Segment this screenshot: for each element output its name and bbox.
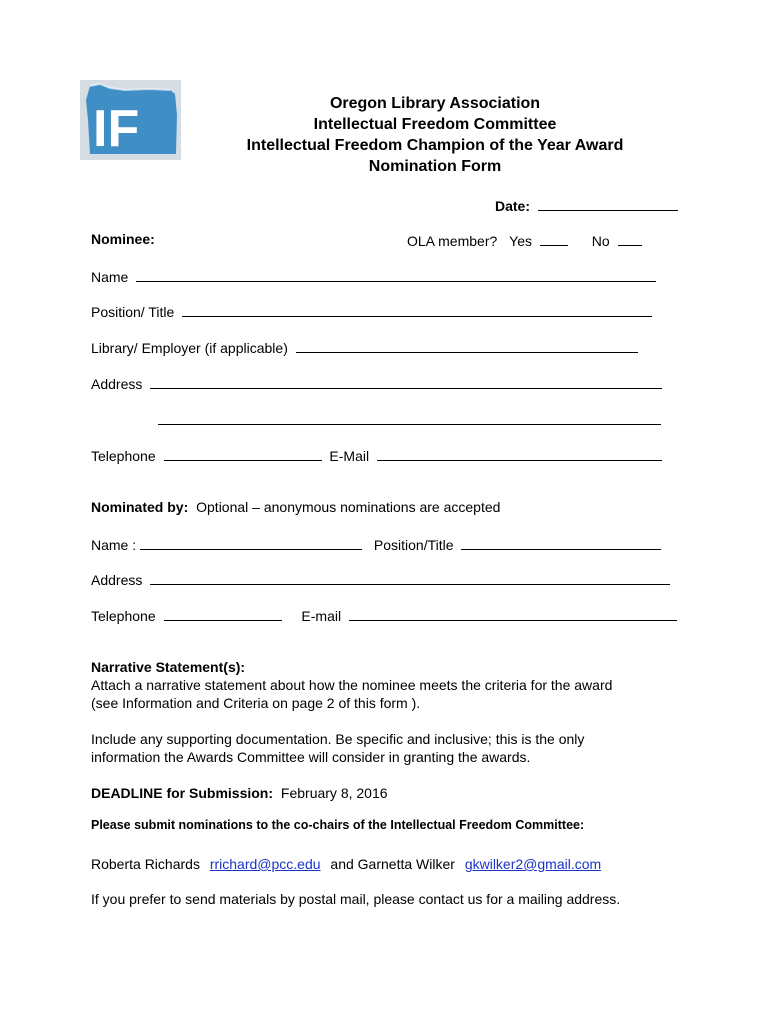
nominee-contact-row bbox=[91, 446, 662, 464]
ola-member-label: OLA member? bbox=[407, 233, 498, 249]
narrative-heading: Narrative Statement(s): bbox=[91, 659, 246, 675]
email-link-2[interactable]: gkwilker2@gmail.com bbox=[464, 856, 602, 872]
nominee-library-row bbox=[91, 338, 638, 356]
nominee-address-field-2[interactable] bbox=[158, 410, 661, 425]
deadline-date: February 8, 2016 bbox=[280, 785, 388, 801]
nominator-address-label: Address bbox=[91, 572, 143, 588]
org-title: Oregon Library Association bbox=[329, 95, 541, 112]
nominator-name-row bbox=[91, 535, 661, 553]
postal-note: If you prefer to send materials by postal mail, please contact us for a mailing address. bbox=[91, 891, 621, 907]
ola-yes-field[interactable] bbox=[540, 231, 568, 246]
deadline-row bbox=[91, 785, 388, 801]
contacts-row bbox=[91, 856, 601, 872]
date-field[interactable] bbox=[538, 196, 678, 211]
nominee-name-field[interactable] bbox=[136, 267, 656, 282]
date-row bbox=[495, 196, 678, 214]
logo-text: IF bbox=[93, 100, 140, 158]
nominee-telephone-field[interactable] bbox=[164, 446, 322, 461]
nominator-telephone-field[interactable] bbox=[164, 606, 282, 621]
nominator-position-field[interactable] bbox=[461, 535, 661, 550]
nominee-name-row bbox=[91, 267, 656, 285]
nominee-position-label: Position/ Title bbox=[91, 304, 175, 320]
nominee-position-row bbox=[91, 302, 652, 320]
committee-title: Intellectual Freedom Committee bbox=[313, 116, 557, 133]
narrative-text-1: Attach a narrative statement about how the nominee meets the criteria for the award bbox=[91, 677, 613, 693]
nominee-email-label: E-Mail bbox=[329, 448, 370, 464]
nominee-position-field[interactable] bbox=[182, 302, 652, 317]
nominee-telephone-label: Telephone bbox=[91, 448, 156, 464]
nominee-address-line2 bbox=[158, 410, 661, 428]
ola-no-field[interactable] bbox=[618, 231, 642, 246]
narrative-text-2: (see Information and Criteria on page 2 of this form ). bbox=[91, 695, 421, 711]
narrative-text-3: Include any supporting documentation. Be specific and inclusive; this is the only bbox=[91, 731, 585, 747]
nominator-address-row bbox=[91, 570, 670, 588]
nominated-by-row bbox=[91, 499, 500, 515]
yes-label: Yes bbox=[509, 233, 532, 249]
nominator-email-field[interactable] bbox=[349, 606, 677, 621]
date-label: Date: bbox=[495, 198, 531, 214]
nominee-name-label: Name bbox=[91, 269, 129, 285]
nominator-address-field[interactable] bbox=[150, 570, 670, 585]
nominee-address-field[interactable] bbox=[150, 374, 662, 389]
form-title: Nomination Form bbox=[368, 158, 502, 175]
if-logo bbox=[80, 80, 181, 160]
nominee-library-label: Library/ Employer (if applicable) bbox=[91, 340, 288, 356]
nominator-contact-row bbox=[91, 606, 677, 624]
nominee-heading: Nominee: bbox=[91, 231, 155, 247]
nominee-email-field[interactable] bbox=[377, 446, 662, 461]
narrative-text-4: information the Awards Committee will consider in granting the awards. bbox=[91, 749, 531, 765]
nominee-address-label: Address bbox=[91, 376, 143, 392]
nominator-position-label: Position/Title bbox=[373, 537, 454, 553]
nominator-email-label: E-mail bbox=[301, 608, 342, 624]
nominator-telephone-label: Telephone bbox=[91, 608, 156, 624]
contact-connector: and Garnetta Wilker bbox=[330, 856, 455, 872]
nominee-library-field[interactable] bbox=[296, 338, 638, 353]
oregon-if-logo-icon bbox=[80, 80, 181, 160]
submit-instruction: Please submit nominations to the co-chairs of the Intellectual Freedom Committee: bbox=[91, 818, 585, 832]
nominator-name-field[interactable] bbox=[140, 535, 362, 550]
nominated-by-note: Optional – anonymous nominations are accepted bbox=[196, 499, 501, 515]
no-label: No bbox=[591, 233, 610, 249]
contact-person-1: Roberta Richards bbox=[91, 856, 200, 872]
email-link-1[interactable]: rrichard@pcc.edu bbox=[209, 856, 321, 872]
ola-member-row bbox=[407, 231, 642, 249]
deadline-label: DEADLINE for Submission: bbox=[91, 785, 274, 801]
nominator-name-label: Name : bbox=[91, 537, 137, 553]
award-title: Intellectual Freedom Champion of the Year Award bbox=[246, 137, 624, 154]
nominee-address-row bbox=[91, 374, 662, 392]
nominated-by-heading: Nominated by: bbox=[91, 499, 189, 515]
